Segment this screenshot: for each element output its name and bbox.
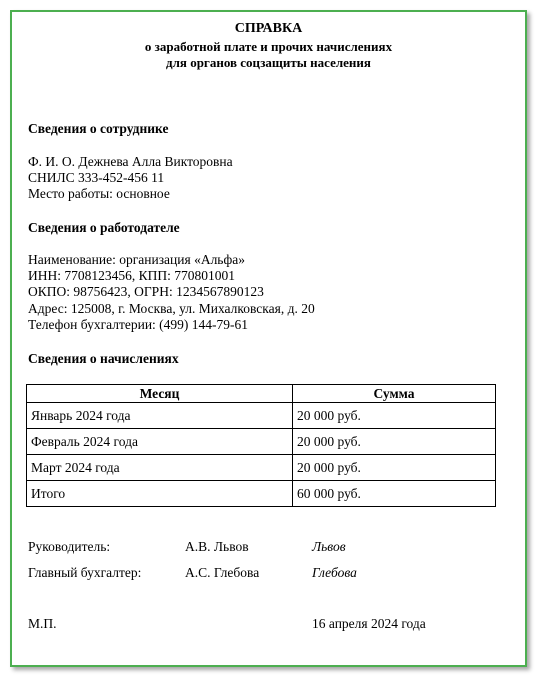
document-subtitle-1: о заработной плате и прочих начислениях bbox=[144, 39, 393, 54]
employer-phone: Телефон бухгалтерии: (499) 144-79-61 bbox=[28, 317, 249, 332]
table-row-total bbox=[27, 481, 496, 507]
column-header-month: Месяц bbox=[27, 385, 293, 403]
table-row bbox=[27, 403, 496, 429]
cell-amount: 20 000 руб. bbox=[293, 429, 496, 455]
table-row bbox=[27, 455, 496, 481]
head-signature: Львов bbox=[312, 539, 346, 554]
document-subtitle-2: для органов соцзащиты населения bbox=[166, 55, 371, 70]
document-frame bbox=[10, 10, 527, 667]
cell-month: Февраль 2024 года bbox=[27, 429, 293, 455]
document-title: СПРАВКА bbox=[234, 21, 303, 36]
employee-workplace: Место работы: основное bbox=[28, 186, 170, 201]
column-header-amount: Сумма bbox=[293, 385, 496, 403]
employer-heading: Сведения о работодателе bbox=[28, 220, 180, 235]
stamp-placeholder: М.П. bbox=[28, 616, 57, 631]
head-label: Руководитель: bbox=[28, 539, 111, 554]
accruals-table bbox=[26, 384, 496, 507]
document-date: 16 апреля 2024 года bbox=[312, 616, 426, 631]
employer-address: Адрес: 125008, г. Москва, ул. Михалковская, д. 20 bbox=[28, 301, 315, 316]
accountant-label: Главный бухгалтер: bbox=[28, 565, 142, 580]
employee-heading: Сведения о сотруднике bbox=[28, 121, 169, 136]
employee-fio: Ф. И. О. Дежнева Алла Викторовна bbox=[28, 154, 233, 169]
cell-amount: 20 000 руб. bbox=[293, 455, 496, 481]
cell-total-amount: 60 000 руб. bbox=[293, 481, 496, 507]
cell-month: Январь 2024 года bbox=[27, 403, 293, 429]
accruals-heading: Сведения о начислениях bbox=[28, 351, 179, 366]
cell-amount: 20 000 руб. bbox=[293, 403, 496, 429]
head-name: А.В. Львов bbox=[185, 539, 249, 554]
table-row bbox=[27, 429, 496, 455]
cell-month: Март 2024 года bbox=[27, 455, 293, 481]
employer-inn: ИНН: 7708123456, КПП: 770801001 bbox=[28, 268, 236, 283]
employer-name: Наименование: организация «Альфа» bbox=[28, 252, 245, 267]
employer-okpo: ОКПО: 98756423, ОГРН: 1234567890123 bbox=[28, 284, 264, 299]
cell-total-label: Итого bbox=[27, 481, 293, 507]
table-header-row bbox=[27, 385, 496, 403]
accountant-name: А.С. Глебова bbox=[185, 565, 260, 580]
employee-snils: СНИЛС 333-452-456 11 bbox=[28, 170, 165, 185]
accountant-signature: Глебова bbox=[312, 565, 357, 580]
